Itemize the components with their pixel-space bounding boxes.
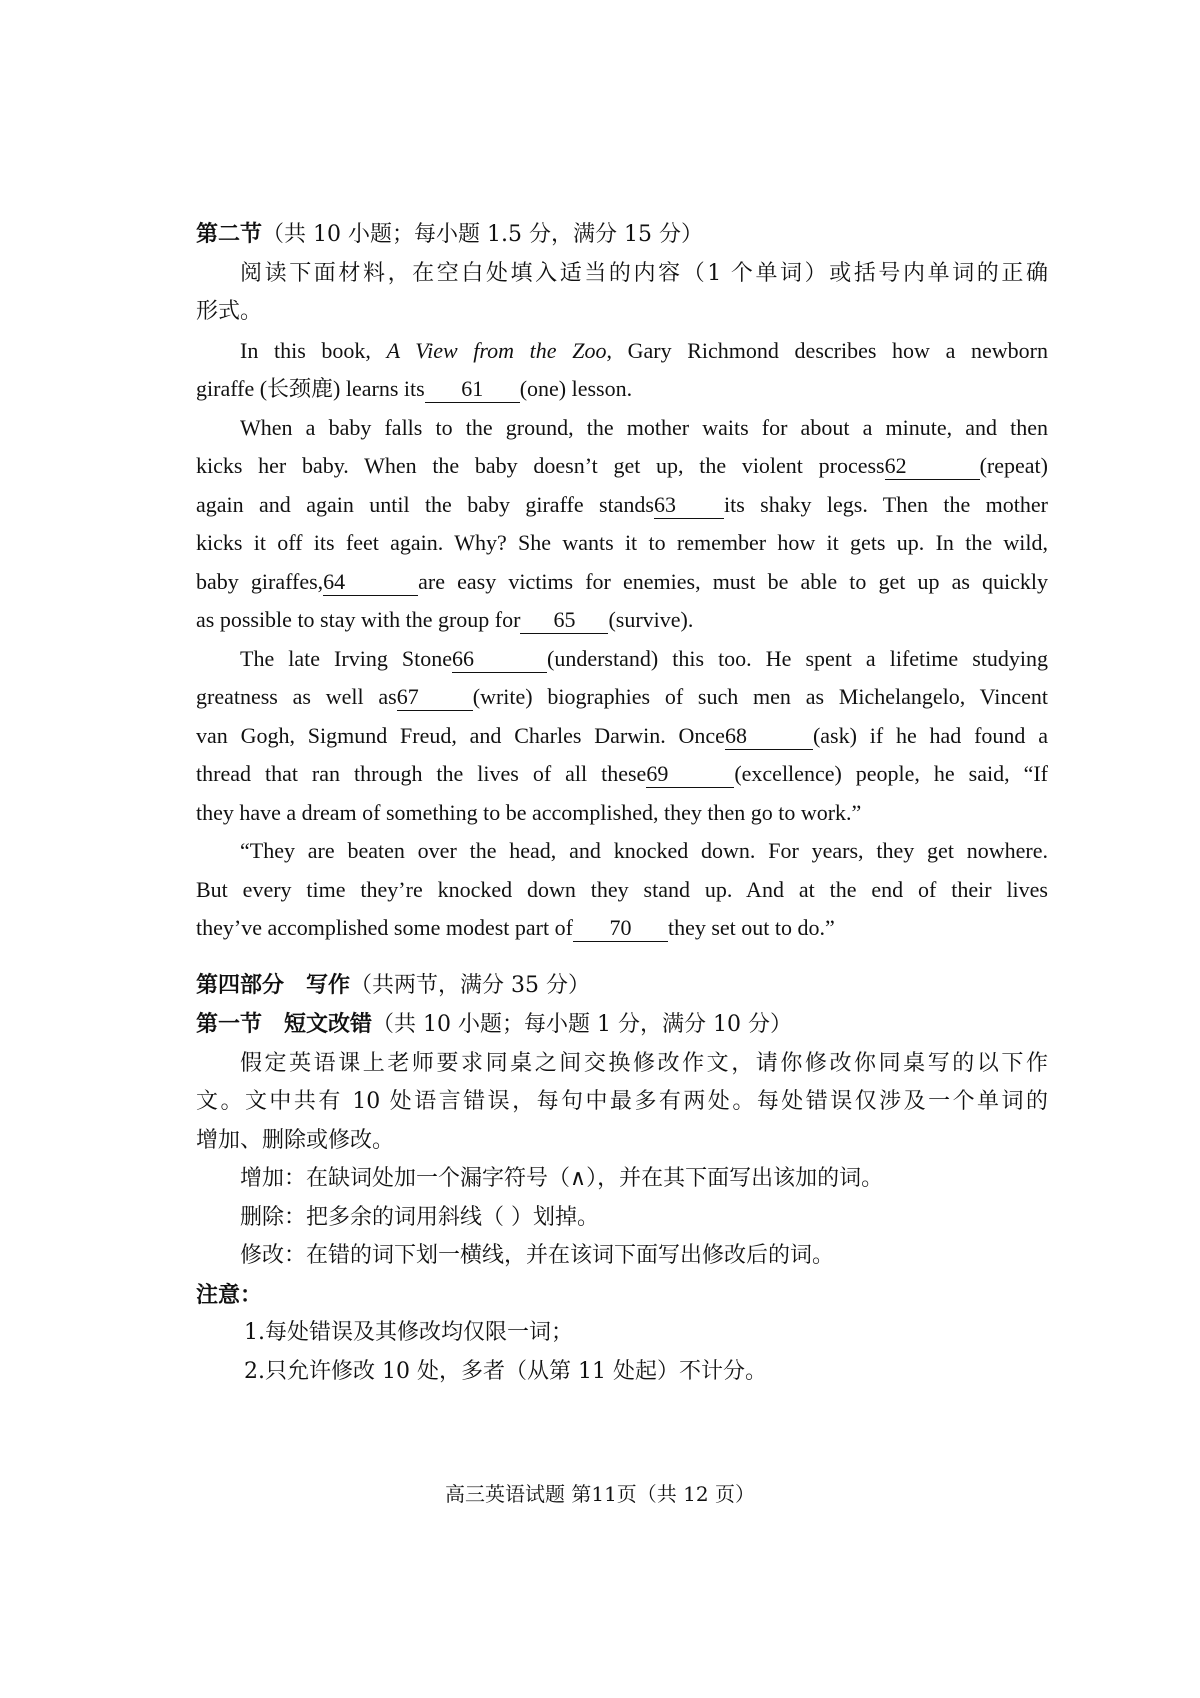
part4-heading-bold: 第四部分 写作 bbox=[196, 971, 351, 998]
page-footer: 高三英语试题 第11页（共 12 页） bbox=[445, 1482, 755, 1506]
book-title: A View from the Zoo bbox=[386, 337, 607, 363]
spacer bbox=[196, 948, 1048, 966]
passage-p1-line2 bbox=[196, 370, 1048, 409]
blank-70[interactable]: 70 bbox=[573, 915, 668, 942]
part4-subheading bbox=[196, 1005, 1048, 1045]
part4-intro-line1: 假定英语课上老师要求同桌之间交换修改作文，请你修改你同桌写的以下作 bbox=[240, 1050, 1048, 1076]
note-1: 1.每处错误及其修改均仅限一词； bbox=[244, 1320, 573, 1345]
blank-68[interactable]: 68 bbox=[725, 723, 813, 750]
passage-p4-line2: But every time they’re knocked down they stand up. And at the end of their lives bbox=[196, 876, 1048, 902]
passage-p2-line2 bbox=[196, 447, 1048, 486]
page-content bbox=[196, 215, 1048, 1391]
passage-p3-line1 bbox=[196, 640, 1048, 679]
blank-61[interactable]: 61 bbox=[425, 376, 520, 403]
text-span: baby giraffes, bbox=[196, 568, 324, 594]
text-span: giraffe (长颈鹿) learns its bbox=[196, 376, 425, 401]
note-title: 注意： bbox=[196, 1281, 263, 1308]
passage-p2-line6 bbox=[196, 601, 1048, 640]
text-span: as possible to stay with the group for bbox=[196, 607, 521, 632]
text-span: (one) lesson. bbox=[519, 376, 633, 401]
passage-p3-line4 bbox=[196, 755, 1048, 794]
passage-p4-line1: “They are beaten over the head, and knocked down. For years, they get nowhere. bbox=[240, 838, 1048, 863]
blank-65[interactable]: 65 bbox=[520, 607, 608, 634]
text-span: (understand) this too. He spent a lifetime studying bbox=[547, 645, 1048, 671]
passage-p2-line1: When a baby falls to the ground, the mother waits for about a minute, and then bbox=[240, 414, 1048, 440]
text-span: (ask) if he had found a bbox=[812, 722, 1048, 748]
section2-instruction-line1: 阅读下面材料，在空白处填入适当的内容（1 个单词）或括号内单词的正确 bbox=[240, 260, 1048, 286]
blank-62[interactable]: 62 bbox=[885, 453, 980, 480]
text-span: kicks her baby. When the baby doesn’t get up, the violent process bbox=[196, 453, 885, 478]
part4-intro-line2: 文。文中共有 10 处语言错误，每句中最多有两处。每处错误仅涉及一个单词的 bbox=[196, 1089, 1048, 1114]
text-span: The late Irving Stone bbox=[240, 645, 452, 671]
section2-instruction-line2: 形式。 bbox=[196, 299, 263, 324]
text-span: (write) biographies of such men as Michelangelo, Vincent bbox=[472, 684, 1048, 709]
text-span: thread that ran through the lives of all these bbox=[196, 761, 647, 786]
passage-p3-line3 bbox=[196, 717, 1048, 756]
part4-subheading-rest: （共 10 小题；每小题 1 分，满分 10 分） bbox=[372, 1012, 792, 1037]
part4-subheading-bold: 第一节 短文改错 bbox=[196, 1011, 373, 1037]
section2-heading-rest: （共 10 小题；每小题 1.5 分，满分 15 分） bbox=[262, 222, 703, 247]
blank-63[interactable]: 63 bbox=[654, 492, 724, 519]
passage-p3-line2 bbox=[196, 678, 1048, 717]
rule-delete: 删除：把多余的词用斜线（ ）划掉。 bbox=[240, 1204, 599, 1230]
passage-p4-line3 bbox=[196, 909, 1048, 948]
blank-67[interactable]: 67 bbox=[397, 684, 473, 711]
text-span: (repeat) bbox=[979, 453, 1048, 478]
passage-p3-line5: they have a dream of something to be accomplished, they then go to work.” bbox=[196, 799, 862, 825]
text-span: greatness as well as bbox=[196, 684, 397, 709]
passage-p1-line1 bbox=[196, 332, 1048, 371]
rule-add: 增加：在缺词处加一个漏字符号（∧），并在其下面写出该加的词。 bbox=[240, 1166, 884, 1191]
rule-modify: 修改：在错的词下划一横线，并在该词下面写出修改后的词。 bbox=[240, 1243, 835, 1268]
text-span: (excellence) people, he said, “If bbox=[734, 761, 1048, 786]
text-span: they’ve accomplished some modest part of bbox=[196, 915, 573, 940]
text-span: are easy victims for enemies, must be able to get up as quickly bbox=[418, 568, 1048, 594]
text-span: In this book, bbox=[240, 337, 387, 363]
text-span: again and again until the baby giraffe stands bbox=[196, 491, 654, 517]
section2-heading bbox=[196, 215, 1048, 255]
part4-intro-line3: 增加、删除或修改。 bbox=[196, 1127, 395, 1153]
text-span: (survive). bbox=[608, 607, 694, 632]
blank-64[interactable]: 64 bbox=[323, 569, 418, 596]
passage-p2-line4: kicks it off its feet again. Why? She wants it to remember how it gets up. In the wild, bbox=[196, 530, 1048, 555]
text-span: its shaky legs. Then the mother bbox=[723, 491, 1048, 517]
blank-66[interactable]: 66 bbox=[452, 646, 547, 673]
passage-p2-line5 bbox=[196, 563, 1048, 602]
part4-heading-rest: （共两节，满分 35 分） bbox=[350, 972, 590, 998]
section2-heading-bold: 第二节 bbox=[196, 221, 263, 247]
text-span: van Gogh, Sigmund Freud, and Charles Darwin. Once bbox=[196, 722, 725, 748]
passage-p2-line3 bbox=[196, 486, 1048, 525]
text-span: , Gary Richmond describes how a newborn bbox=[606, 337, 1048, 363]
part4-heading bbox=[196, 966, 1048, 1006]
text-span: they set out to do.” bbox=[667, 915, 835, 940]
note-2: 2.只允许修改 10 处，多者（从第 11 处起）不计分。 bbox=[244, 1358, 767, 1384]
blank-69[interactable]: 69 bbox=[646, 761, 734, 788]
